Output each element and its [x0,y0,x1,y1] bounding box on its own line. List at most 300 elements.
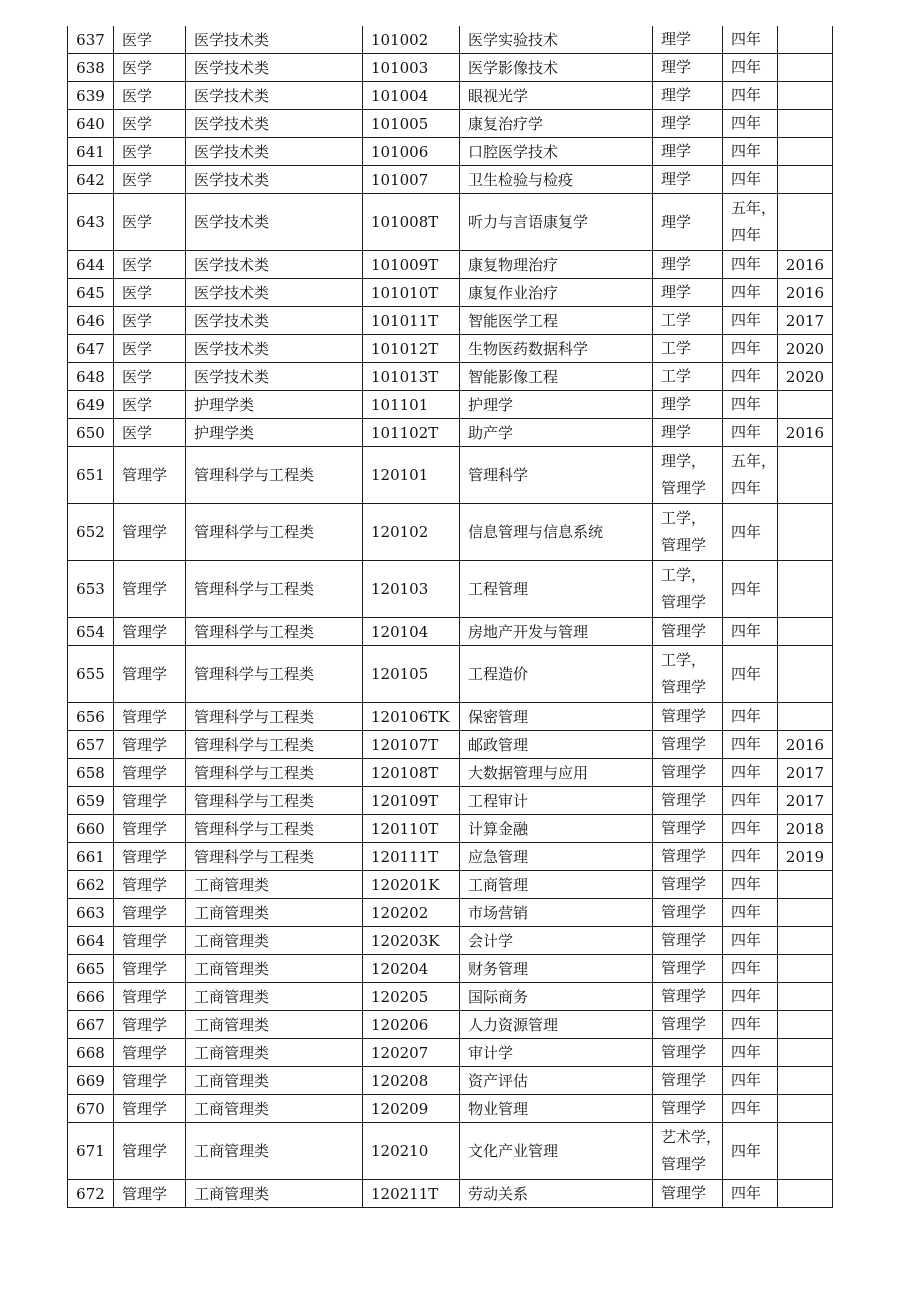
duration-cell-line: 四年 [731,170,762,188]
duration-cell-line: 四年 [731,30,762,48]
degree-cell [653,391,723,419]
major-class-cell: 医学技术类 [186,279,363,307]
degree-cell [653,618,723,646]
row-number-cell: 639 [68,82,114,110]
duration-cell-line: 四年 [731,791,762,809]
duration-cell-line: 四年 [731,579,762,598]
degree-cell-line: 理学 [661,30,692,48]
major-code-cell: 120107T [363,731,460,759]
discipline-cell: 管理学 [114,983,186,1011]
degree-cell [653,787,723,815]
major-code-cell: 120106TK [363,703,460,731]
table-row [68,646,833,703]
discipline-cell: 医学 [114,54,186,82]
major-name-cell: 审计学 [460,1039,653,1067]
row-number-cell: 649 [68,391,114,419]
table-row [68,927,833,955]
table-row [68,307,833,335]
discipline-cell: 管理学 [114,843,186,871]
major-code-cell: 120103 [363,561,460,618]
table-row [68,983,833,1011]
table-row [68,1067,833,1095]
degree-cell [653,110,723,138]
major-name-cell: 护理学 [460,391,653,419]
discipline-cell: 医学 [114,110,186,138]
duration-cell-line: 四年 [731,763,762,781]
row-number-cell: 664 [68,927,114,955]
discipline-cell: 医学 [114,335,186,363]
duration-cell-line: 四年 [731,1071,762,1089]
row-number-cell: 672 [68,1180,114,1208]
duration-cell [723,955,778,983]
degree-cell [653,646,723,703]
added-year-cell [778,646,833,703]
row-number-cell: 642 [68,166,114,194]
added-year-cell [778,194,833,251]
major-code-cell: 120201K [363,871,460,899]
row-number-cell: 647 [68,335,114,363]
discipline-cell: 管理学 [114,703,186,731]
table-row [68,759,833,787]
major-class-cell: 医学技术类 [186,138,363,166]
major-class-cell: 工商管理类 [186,871,363,899]
degree-cell [653,983,723,1011]
discipline-cell: 管理学 [114,646,186,703]
major-class-cell: 管理科学与工程类 [186,787,363,815]
duration-cell-line: 四年 [731,311,762,329]
duration-cell [723,1067,778,1095]
major-name-cell: 眼视光学 [460,82,653,110]
major-code-cell: 120111T [363,843,460,871]
degree-cell-line: 管理学 [661,1015,707,1033]
major-code-cell: 120110T [363,815,460,843]
table-row [68,1011,833,1039]
degree-cell-line: 管理学 [661,847,707,865]
added-year-cell [778,110,833,138]
major-name-cell: 智能影像工程 [460,363,653,391]
table-row [68,419,833,447]
major-code-cell: 101009T [363,251,460,279]
major-name-cell: 物业管理 [460,1095,653,1123]
table-row [68,955,833,983]
major-name-cell: 工程管理 [460,561,653,618]
added-year-cell: 2017 [778,787,833,815]
added-year-cell: 2016 [778,419,833,447]
added-year-cell: 2016 [778,731,833,759]
row-number-cell: 643 [68,194,114,251]
table-row [68,899,833,927]
duration-cell-line: 四年 [731,1184,762,1202]
degree-cell [653,815,723,843]
duration-cell [723,618,778,646]
duration-cell-line: 四年 [731,86,762,104]
degree-cell-line: 理学 [661,114,692,132]
major-class-cell: 医学技术类 [186,82,363,110]
major-code-cell: 101102T [363,419,460,447]
major-code-cell: 101003 [363,54,460,82]
major-name-cell: 劳动关系 [460,1180,653,1208]
row-number-cell: 655 [68,646,114,703]
added-year-cell [778,138,833,166]
table-row [68,447,833,504]
degree-cell [653,279,723,307]
duration-cell [723,1095,778,1123]
duration-cell-line: 四年 [731,395,762,413]
major-code-cell: 120209 [363,1095,460,1123]
discipline-cell: 管理学 [114,618,186,646]
discipline-cell: 医学 [114,419,186,447]
table-row [68,335,833,363]
degree-cell-line: 管理学 [661,959,707,977]
added-year-cell [778,955,833,983]
major-name-cell: 信息管理与信息系统 [460,504,653,561]
duration-cell [723,759,778,787]
duration-cell [723,138,778,166]
duration-cell-line: 四年 [731,1043,762,1061]
duration-cell-line: 四年 [731,622,762,640]
row-number-cell: 638 [68,54,114,82]
duration-cell [723,194,778,251]
major-class-cell: 工商管理类 [186,1095,363,1123]
duration-cell-line: 四年 [731,1099,762,1117]
major-name-cell: 应急管理 [460,843,653,871]
degree-cell [653,138,723,166]
degree-cell [653,26,723,54]
discipline-cell: 医学 [114,166,186,194]
degree-cell [653,561,723,618]
duration-cell [723,335,778,363]
degree-cell [653,419,723,447]
table-body [68,26,833,1208]
duration-cell-line: 四年 [731,226,762,244]
duration-cell-line: 四年 [731,847,762,865]
degree-cell [653,871,723,899]
table-row [68,26,833,54]
degree-cell [653,82,723,110]
discipline-cell: 管理学 [114,955,186,983]
major-code-cell: 120105 [363,646,460,703]
discipline-cell: 管理学 [114,1011,186,1039]
duration-cell [723,1180,778,1208]
major-code-cell: 101007 [363,166,460,194]
duration-cell-line: 五年， [731,452,777,470]
row-number-cell: 660 [68,815,114,843]
discipline-cell: 医学 [114,307,186,335]
major-name-cell: 大数据管理与应用 [460,759,653,787]
degree-cell [653,1011,723,1039]
major-code-cell: 120204 [363,955,460,983]
degree-cell [653,363,723,391]
duration-cell [723,1123,778,1180]
degree-cell-line: 工学， [661,509,707,527]
duration-cell-line: 四年 [731,875,762,893]
degree-cell [653,54,723,82]
duration-cell-line: 四年 [731,987,762,1005]
major-name-cell: 生物医药数据科学 [460,335,653,363]
major-name-cell: 康复治疗学 [460,110,653,138]
discipline-cell: 管理学 [114,561,186,618]
discipline-cell: 医学 [114,26,186,54]
degree-cell-line: 管理学 [661,1155,707,1173]
discipline-cell: 管理学 [114,1039,186,1067]
major-name-cell: 会计学 [460,927,653,955]
duration-cell-line: 四年 [731,255,762,273]
major-code-cell: 101011T [363,307,460,335]
discipline-cell: 医学 [114,82,186,110]
major-class-cell: 工商管理类 [186,1123,363,1180]
row-number-cell: 669 [68,1067,114,1095]
duration-cell [723,307,778,335]
row-number-cell: 651 [68,447,114,504]
major-class-cell: 管理科学与工程类 [186,815,363,843]
degree-cell-line: 管理学 [661,735,707,753]
major-class-cell: 管理科学与工程类 [186,504,363,561]
table-row [68,618,833,646]
major-name-cell: 房地产开发与管理 [460,618,653,646]
degree-cell-line: 管理学 [661,1184,707,1202]
row-number-cell: 654 [68,618,114,646]
discipline-cell: 管理学 [114,1095,186,1123]
added-year-cell [778,504,833,561]
degree-cell-line: 管理学 [661,987,707,1005]
row-number-cell: 665 [68,955,114,983]
major-name-cell: 智能医学工程 [460,307,653,335]
duration-cell [723,787,778,815]
row-number-cell: 648 [68,363,114,391]
added-year-cell [778,166,833,194]
duration-cell [723,731,778,759]
duration-cell [723,82,778,110]
major-code-cell: 120206 [363,1011,460,1039]
major-class-cell: 医学技术类 [186,166,363,194]
row-number-cell: 671 [68,1123,114,1180]
table-row [68,787,833,815]
duration-cell [723,504,778,561]
degree-cell [653,731,723,759]
added-year-cell [778,561,833,618]
major-name-cell: 口腔医学技术 [460,138,653,166]
degree-cell [653,1039,723,1067]
major-catalog-table-container [67,26,832,1208]
table-row [68,1180,833,1208]
added-year-cell [778,927,833,955]
major-catalog-table [67,26,833,1208]
degree-cell-line: 理学， [661,452,707,470]
duration-cell [723,110,778,138]
major-class-cell: 医学技术类 [186,194,363,251]
duration-cell [723,251,778,279]
degree-cell [653,1095,723,1123]
table-row [68,138,833,166]
degree-cell-line: 管理学 [661,622,707,640]
added-year-cell: 2019 [778,843,833,871]
duration-cell-line: 四年 [731,819,762,837]
degree-cell-line: 工学， [661,651,707,669]
major-name-cell: 卫生检验与检疫 [460,166,653,194]
degree-cell-line: 管理学 [661,763,707,781]
duration-cell-line: 四年 [731,283,762,301]
major-code-cell: 101012T [363,335,460,363]
major-class-cell: 护理学类 [186,391,363,419]
row-number-cell: 657 [68,731,114,759]
major-name-cell: 管理科学 [460,447,653,504]
major-class-cell: 管理科学与工程类 [186,618,363,646]
degree-cell [653,194,723,251]
table-row [68,1095,833,1123]
major-name-cell: 文化产业管理 [460,1123,653,1180]
degree-cell [653,703,723,731]
duration-cell [723,166,778,194]
duration-cell-line: 四年 [731,479,762,497]
row-number-cell: 644 [68,251,114,279]
major-code-cell: 101101 [363,391,460,419]
row-number-cell: 652 [68,504,114,561]
degree-cell-line: 管理学 [661,536,707,554]
major-class-cell: 医学技术类 [186,26,363,54]
degree-cell [653,955,723,983]
degree-cell-line: 管理学 [661,875,707,893]
table-row [68,251,833,279]
major-name-cell: 医学实验技术 [460,26,653,54]
degree-cell-line: 艺术学， [661,1128,722,1146]
discipline-cell: 医学 [114,363,186,391]
major-name-cell: 财务管理 [460,955,653,983]
duration-cell [723,391,778,419]
added-year-cell [778,26,833,54]
discipline-cell: 管理学 [114,899,186,927]
duration-cell [723,843,778,871]
degree-cell-line: 理学 [661,170,692,188]
duration-cell-line: 四年 [731,931,762,949]
added-year-cell: 2017 [778,759,833,787]
major-name-cell: 计算金融 [460,815,653,843]
added-year-cell [778,54,833,82]
discipline-cell: 管理学 [114,504,186,561]
major-class-cell: 工商管理类 [186,983,363,1011]
major-code-cell: 120208 [363,1067,460,1095]
added-year-cell [778,618,833,646]
major-class-cell: 工商管理类 [186,1067,363,1095]
degree-cell-line: 管理学 [661,1071,707,1089]
degree-cell [653,759,723,787]
added-year-cell [778,1095,833,1123]
degree-cell-line: 管理学 [661,791,707,809]
added-year-cell [778,1180,833,1208]
degree-cell-line: 理学 [661,86,692,104]
table-row [68,731,833,759]
degree-cell-line: 管理学 [661,593,707,611]
major-class-cell: 医学技术类 [186,54,363,82]
table-row [68,363,833,391]
discipline-cell: 管理学 [114,1123,186,1180]
row-number-cell: 667 [68,1011,114,1039]
duration-cell-line: 四年 [731,367,762,385]
table-row [68,703,833,731]
duration-cell [723,561,778,618]
major-class-cell: 工商管理类 [186,927,363,955]
major-class-cell: 管理科学与工程类 [186,447,363,504]
table-row [68,843,833,871]
discipline-cell: 管理学 [114,447,186,504]
major-class-cell: 医学技术类 [186,335,363,363]
discipline-cell: 管理学 [114,787,186,815]
major-name-cell: 听力与言语康复学 [460,194,653,251]
degree-cell-line: 理学 [661,255,692,273]
major-code-cell: 120102 [363,504,460,561]
major-class-cell: 工商管理类 [186,955,363,983]
major-code-cell: 101008T [363,194,460,251]
degree-cell [653,1067,723,1095]
table-row [68,54,833,82]
major-code-cell: 101006 [363,138,460,166]
major-name-cell: 康复作业治疗 [460,279,653,307]
major-code-cell: 120109T [363,787,460,815]
major-class-cell: 管理科学与工程类 [186,843,363,871]
discipline-cell: 管理学 [114,759,186,787]
degree-cell-line: 理学 [661,283,692,301]
added-year-cell [778,1011,833,1039]
added-year-cell [778,703,833,731]
duration-cell-line: 四年 [731,707,762,725]
duration-cell-line: 四年 [731,114,762,132]
duration-cell-line: 四年 [731,1015,762,1033]
added-year-cell [778,447,833,504]
degree-cell-line: 理学 [661,395,692,413]
duration-cell [723,1039,778,1067]
duration-cell [723,419,778,447]
major-class-cell: 管理科学与工程类 [186,561,363,618]
row-number-cell: 645 [68,279,114,307]
duration-cell-line: 五年， [731,199,777,217]
major-name-cell: 工商管理 [460,871,653,899]
duration-cell-line: 四年 [731,664,762,683]
duration-cell [723,54,778,82]
table-row [68,82,833,110]
row-number-cell: 640 [68,110,114,138]
major-name-cell: 邮政管理 [460,731,653,759]
degree-cell-line: 管理学 [661,479,707,497]
added-year-cell: 2020 [778,335,833,363]
duration-cell [723,646,778,703]
duration-cell-line: 四年 [731,735,762,753]
duration-cell-line: 四年 [731,58,762,76]
discipline-cell: 管理学 [114,927,186,955]
major-class-cell: 工商管理类 [186,1011,363,1039]
added-year-cell [778,391,833,419]
added-year-cell [778,1039,833,1067]
duration-cell-line: 四年 [731,959,762,977]
major-name-cell: 国际商务 [460,983,653,1011]
added-year-cell: 2018 [778,815,833,843]
added-year-cell: 2016 [778,279,833,307]
major-class-cell: 医学技术类 [186,363,363,391]
degree-cell-line: 理学 [661,212,692,231]
major-class-cell: 医学技术类 [186,110,363,138]
major-name-cell: 工程造价 [460,646,653,703]
duration-cell-line: 四年 [731,1141,762,1160]
major-code-cell: 120104 [363,618,460,646]
discipline-cell: 医学 [114,391,186,419]
degree-cell-line: 理学 [661,423,692,441]
duration-cell [723,983,778,1011]
degree-cell [653,899,723,927]
major-class-cell: 护理学类 [186,419,363,447]
degree-cell [653,1123,723,1180]
discipline-cell: 医学 [114,194,186,251]
degree-cell-line: 工学 [661,311,692,329]
row-number-cell: 659 [68,787,114,815]
major-name-cell: 人力资源管理 [460,1011,653,1039]
